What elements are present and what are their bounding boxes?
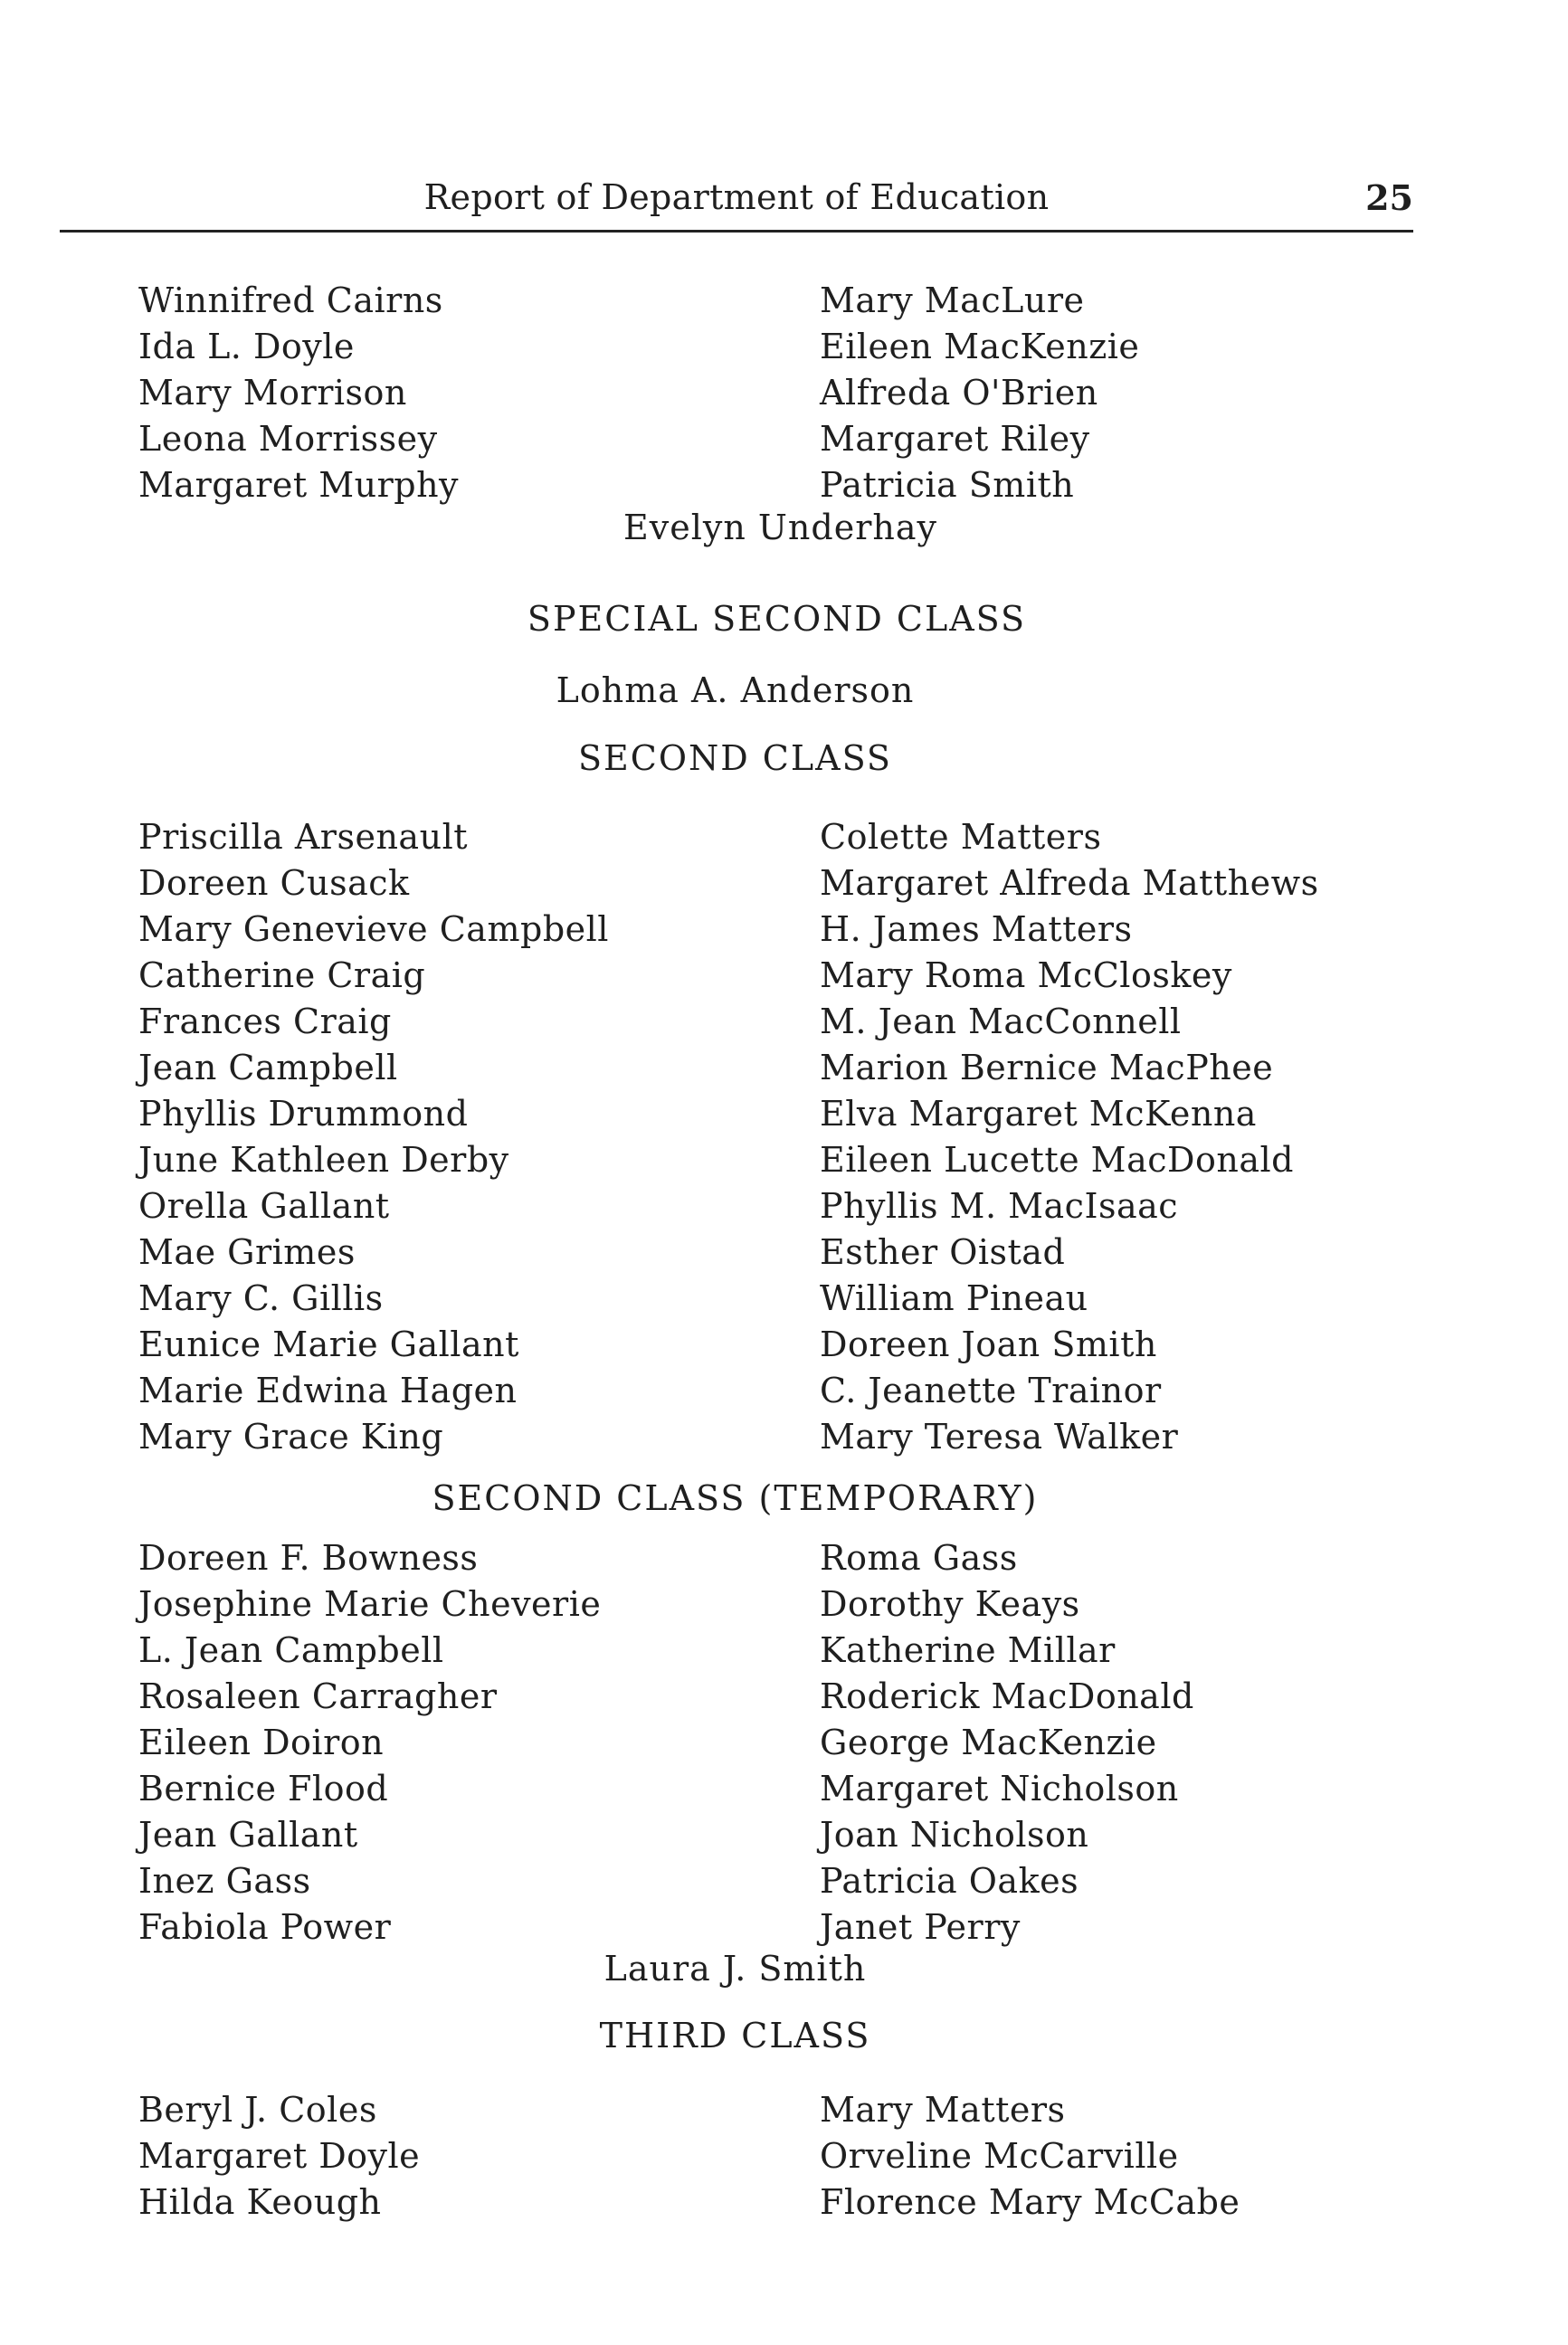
list-item: George MacKenzie (820, 1723, 1157, 1762)
list-item: Colette Matters (820, 817, 1102, 857)
list-item: M. Jean MacConnell (820, 1002, 1182, 1041)
page-header (60, 170, 1413, 224)
top-center-name: Evelyn Underhay (623, 508, 937, 547)
list-item: Priscilla Arsenault (138, 817, 468, 857)
list-item: Josephine Marie Cheverie (138, 1584, 602, 1624)
list-item: Bernice Flood (138, 1769, 389, 1809)
list-item: Margaret Nicholson (820, 1769, 1179, 1809)
list-item: Catherine Craig (138, 955, 426, 995)
list-item: Mary Morrison (138, 373, 407, 413)
list-item: Jean Gallant (138, 1815, 358, 1855)
list-item: William Pineau (820, 1278, 1088, 1318)
list-item: C. Jeanette Trainor (820, 1371, 1162, 1410)
page-number: 25 (1365, 177, 1413, 218)
list-item: Doreen Joan Smith (820, 1324, 1157, 1364)
header-rule (60, 230, 1413, 233)
list-item: Eunice Marie Gallant (138, 1324, 519, 1364)
list-item: Fabiola Power (138, 1907, 392, 1947)
list-item: Mary Matters (820, 2090, 1066, 2130)
list-item: L. Jean Campbell (138, 1630, 444, 1670)
top-list-right (820, 278, 1139, 508)
list-item: Rosaleen Carragher (138, 1676, 498, 1716)
list-item: Elva Margaret McKenna (820, 1094, 1257, 1134)
list-item: Mae Grimes (138, 1232, 356, 1272)
list-item: Inez Gass (138, 1861, 311, 1901)
list-item: Roderick MacDonald (820, 1676, 1194, 1716)
third-class-list-right (820, 2087, 1240, 2226)
list-item: Ida L. Doyle (138, 327, 355, 366)
second-class-temporary-center-name: Laura J. Smith (603, 1949, 867, 1989)
list-item: Dorothy Keays (820, 1584, 1080, 1624)
list-item: Patricia Smith (820, 465, 1075, 505)
list-item: Hilda Keough (138, 2182, 382, 2222)
list-item: Eileen Doiron (138, 1723, 385, 1762)
list-item: Margaret Doyle (138, 2136, 421, 2176)
list-item: Orveline McCarville (820, 2136, 1179, 2176)
list-item: Frances Craig (138, 1002, 392, 1041)
list-item: Florence Mary McCabe (820, 2182, 1240, 2222)
list-item: Phyllis Drummond (138, 1094, 469, 1134)
list-item: Mary C. Gillis (138, 1278, 384, 1318)
special-second-class-heading: SPECIAL SECOND CLASS (527, 599, 1027, 639)
second-class-list-right (820, 814, 1319, 1460)
top-list-left (138, 278, 459, 508)
list-item: Katherine Millar (820, 1630, 1116, 1670)
list-item: Mary Roma McCloskey (820, 955, 1232, 995)
list-item: Roma Gass (820, 1538, 1018, 1578)
list-item: Orella Gallant (138, 1186, 390, 1226)
second-class-temporary-list-left (138, 1535, 601, 1951)
list-item: Mary Genevieve Campbell (138, 909, 609, 949)
list-item: Alfreda O'Brien (820, 373, 1098, 413)
list-item: Joan Nicholson (820, 1815, 1089, 1855)
second-class-temporary-list-right (820, 1535, 1194, 1951)
list-item: Leona Morrissey (138, 419, 438, 459)
list-item: Marion Bernice MacPhee (820, 1048, 1274, 1087)
second-class-heading: SECOND CLASS (578, 738, 892, 778)
list-item: Phyllis M. MacIsaac (820, 1186, 1179, 1226)
list-item: Mary Teresa Walker (820, 1417, 1179, 1457)
list-item: June Kathleen Derby (138, 1140, 509, 1180)
list-item: Mary MacLure (820, 280, 1085, 320)
list-item: H. James Matters (820, 909, 1133, 949)
list-item: Winnifred Cairns (138, 280, 443, 320)
header-title: Report of Department of Education (423, 177, 1050, 217)
special-second-class-name: Lohma A. Anderson (556, 670, 915, 710)
third-class-heading: THIRD CLASS (599, 2016, 871, 2055)
list-item: Mary Grace King (138, 1417, 444, 1457)
list-item: Eileen Lucette MacDonald (820, 1140, 1294, 1180)
list-item: Margaret Riley (820, 419, 1090, 459)
third-class-list-left (138, 2087, 420, 2226)
list-item: Marie Edwina Hagen (138, 1371, 518, 1410)
list-item: Janet Perry (820, 1907, 1021, 1947)
list-item: Esther Oistad (820, 1232, 1066, 1272)
second-class-list-left (138, 814, 609, 1460)
list-item: Margaret Murphy (138, 465, 460, 505)
second-class-temporary-heading: SECOND CLASS (TEMPORARY) (432, 1478, 1039, 1518)
list-item: Margaret Alfreda Matthews (820, 863, 1319, 903)
list-item: Eileen MacKenzie (820, 327, 1140, 366)
list-item: Beryl J. Coles (138, 2090, 377, 2130)
list-item: Patricia Oakes (820, 1861, 1079, 1901)
list-item: Jean Campbell (138, 1048, 398, 1087)
list-item: Doreen F. Bowness (138, 1538, 479, 1578)
list-item: Doreen Cusack (138, 863, 410, 903)
